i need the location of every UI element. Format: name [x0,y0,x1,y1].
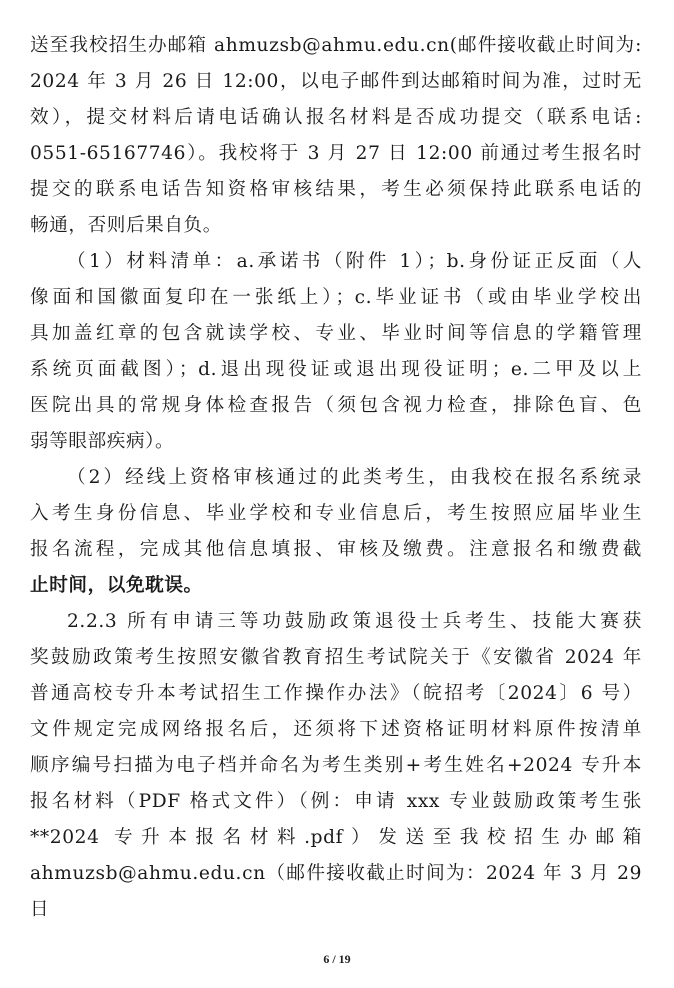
text-line: 系统页面截图）；d.退出现役证或退出现役证明；e.二甲及以上 [30,359,642,380]
text-line: 普通高校专升本考试招生工作操作办法》（皖招考〔2024〕6 号） [30,683,642,704]
text-line: 2.2.3 所有申请三等功鼓励政策退役士兵考生、技能大赛获 [67,611,642,632]
page-number: 6 / 19 [323,952,351,966]
text-line: 送至我校招生办邮箱 ahmuzsb@ahmu.edu.cn(邮件接收截止时间为: [30,35,642,56]
text-line: 报名材料（PDF 格式文件）（例：申请 xxx 专业鼓励政策考生张 [30,791,642,812]
text-line: ahmuzsb@ahmu.edu.cn（邮件接收截止时间为：2024 年 3 月 29 日 [30,863,642,920]
text-line: 入考生身份信息、毕业学校和专业信息后，考生按照应届毕业生 [30,503,642,524]
text-line: 弱等眼部疾病）。 [30,431,175,452]
text-line: 止时间，以免耽误。 [30,575,203,596]
text-line: 具加盖红章的包含就读学校、专业、毕业时间等信息的学籍管理 [30,323,642,344]
text-line: （2）经线上资格审核通过的此类考生，由我校在报名系统录 [67,467,642,488]
text-line: 畅通，否则后果自负。 [30,215,222,236]
text-line: 2024 年 3 月 26 日 12:00，以电子邮件到达邮箱时间为准，过时无 [30,71,642,92]
text-line: 奖鼓励政策考生按照安徽省教育招生考试院关于《安徽省 2024 年 [30,647,642,668]
text-line: 0551-65167746）。我校将于 3 月 27 日 12:00 前通过考生报名时 [30,143,642,164]
text-line: 效），提交材料后请电话确认报名材料是否成功提交（联系电话: [30,107,642,128]
text-line: 报名流程，完成其他信息填报、审核及缴费。注意报名和缴费截 [30,539,642,560]
text-line: 文件规定完成网络报名后，还须将下述资格证明材料原件按清单 [30,719,642,740]
text-line: （1）材料清单：a.承诺书（附件 1）；b.身份证正反面（人 [67,251,642,272]
text-line: **2024 专升本报名材料.pdf）发送至我校招生办邮箱 [30,827,642,848]
text-line: 提交的联系电话告知资格审核结果，考生必须保持此联系电话的 [30,179,642,200]
text-line: 像面和国徽面复印在一张纸上）；c.毕业证书（或由毕业学校出 [30,287,642,308]
body-text [30,28,642,920]
text-line: 顺序编号扫描为电子档并命名为考生类别+考生姓名+2024 专升本 [30,755,642,776]
text-line: 医院出具的常规身体检查报告（须包含视力检查，排除色盲、色 [30,395,642,416]
